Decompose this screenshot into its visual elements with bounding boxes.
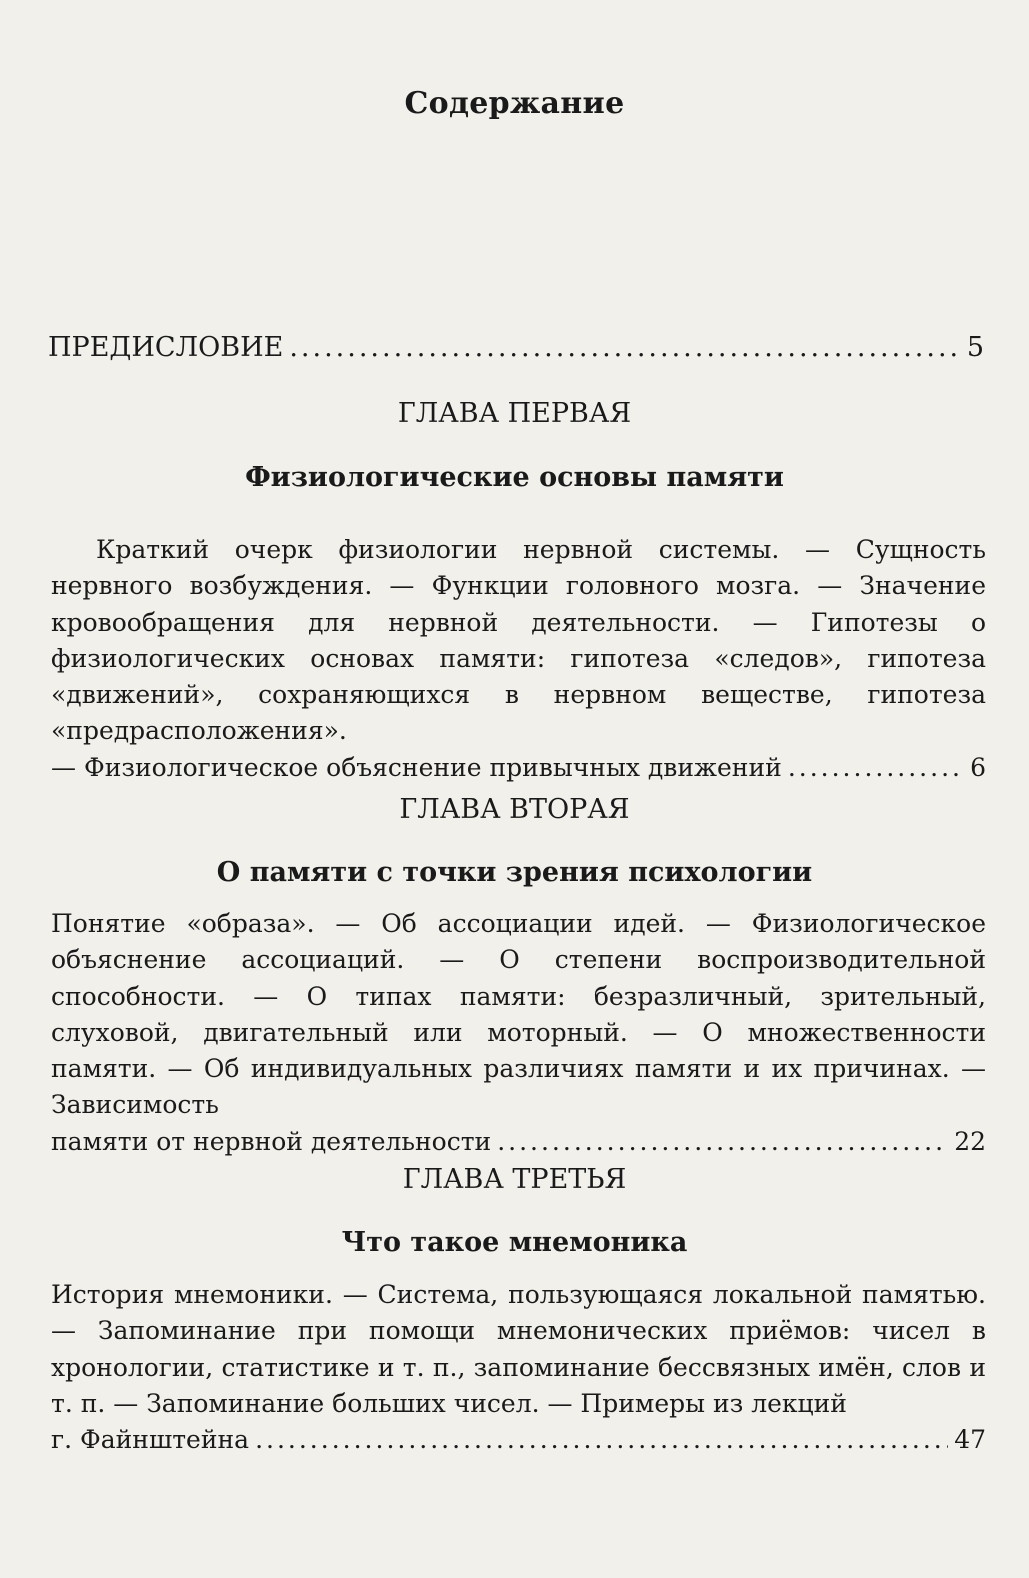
chapter-1-last-line — [51, 750, 986, 786]
chapter-1-description[interactable] — [51, 532, 986, 786]
chapter-3-page-number: 47 — [954, 1425, 986, 1455]
chapter-2-last-line — [51, 1124, 986, 1160]
chapter-3-description[interactable] — [51, 1277, 986, 1458]
toc-title: Содержание — [404, 86, 625, 121]
chapter-3-last-line — [51, 1422, 986, 1458]
chapter-2-title: О памяти с точки зрения психологии — [216, 857, 813, 888]
chapter-2-last-text: памяти от нервной деятельности — [51, 1126, 492, 1156]
preface-page-number: 5 — [966, 332, 984, 363]
chapter-3-desc-text: История мнемоники. — Система, пользующаяся локальной памятью. — Запоминание при помощи мнемонических приёмов: чисел в хронологии, статистике и т. п., запоминание бессвязных имён, слов и т. п. — Запоминание больших чисел. — Примеры из лекций — [51, 1280, 986, 1418]
dot-leader — [497, 1124, 948, 1160]
chapter-1-title: Физиологические основы памяти — [245, 462, 784, 493]
chapter-1-page-number: 6 — [970, 752, 986, 782]
dot-leader — [289, 332, 960, 363]
chapter-3-label: ГЛАВА ТРЕТЬЯ — [402, 1164, 627, 1195]
chapter-2-desc-text: Понятие «образа». — Об ассоциации идей. — Физиологическое объяснение ассоциаций. — О степени воспроизводительной способности. — О типах памяти: безразличный, зрительный, слуховой, двигательный или моторный. — О множественности памяти. — Об индивидуальных различиях памяти и их причинах. — Зависимость — [51, 909, 986, 1120]
toc-entry-preface[interactable] — [48, 332, 984, 372]
chapter-3-last-text: г. Файнштейна — [51, 1425, 250, 1455]
dot-leader — [788, 750, 964, 786]
chapter-1-label: ГЛАВА ПЕРВАЯ — [397, 398, 632, 429]
preface-label: ПРЕДИСЛОВИЕ — [48, 332, 284, 363]
dot-leader — [255, 1422, 948, 1458]
chapter-1-last-text: — Физиологическое объяснение привычных движений — [51, 752, 782, 782]
chapter-2-page-number: 22 — [954, 1126, 986, 1156]
chapter-2-description[interactable] — [51, 906, 986, 1160]
chapter-3-title: Что такое мнемоника — [341, 1227, 688, 1258]
chapter-1-desc-text: Краткий очерк физиологии нервной системы. — Сущность нервного возбуждения. — Функции головного мозга. — Значение кровообращения для нервной деятельности. — Гипотезы о физиологических основах памяти: гипотеза «следов», гипотеза «движений», сохраняющихся в нервном веществе, гипотеза «предрасположения». — [51, 535, 986, 746]
chapter-2-label: ГЛАВА ВТОРАЯ — [399, 794, 630, 825]
